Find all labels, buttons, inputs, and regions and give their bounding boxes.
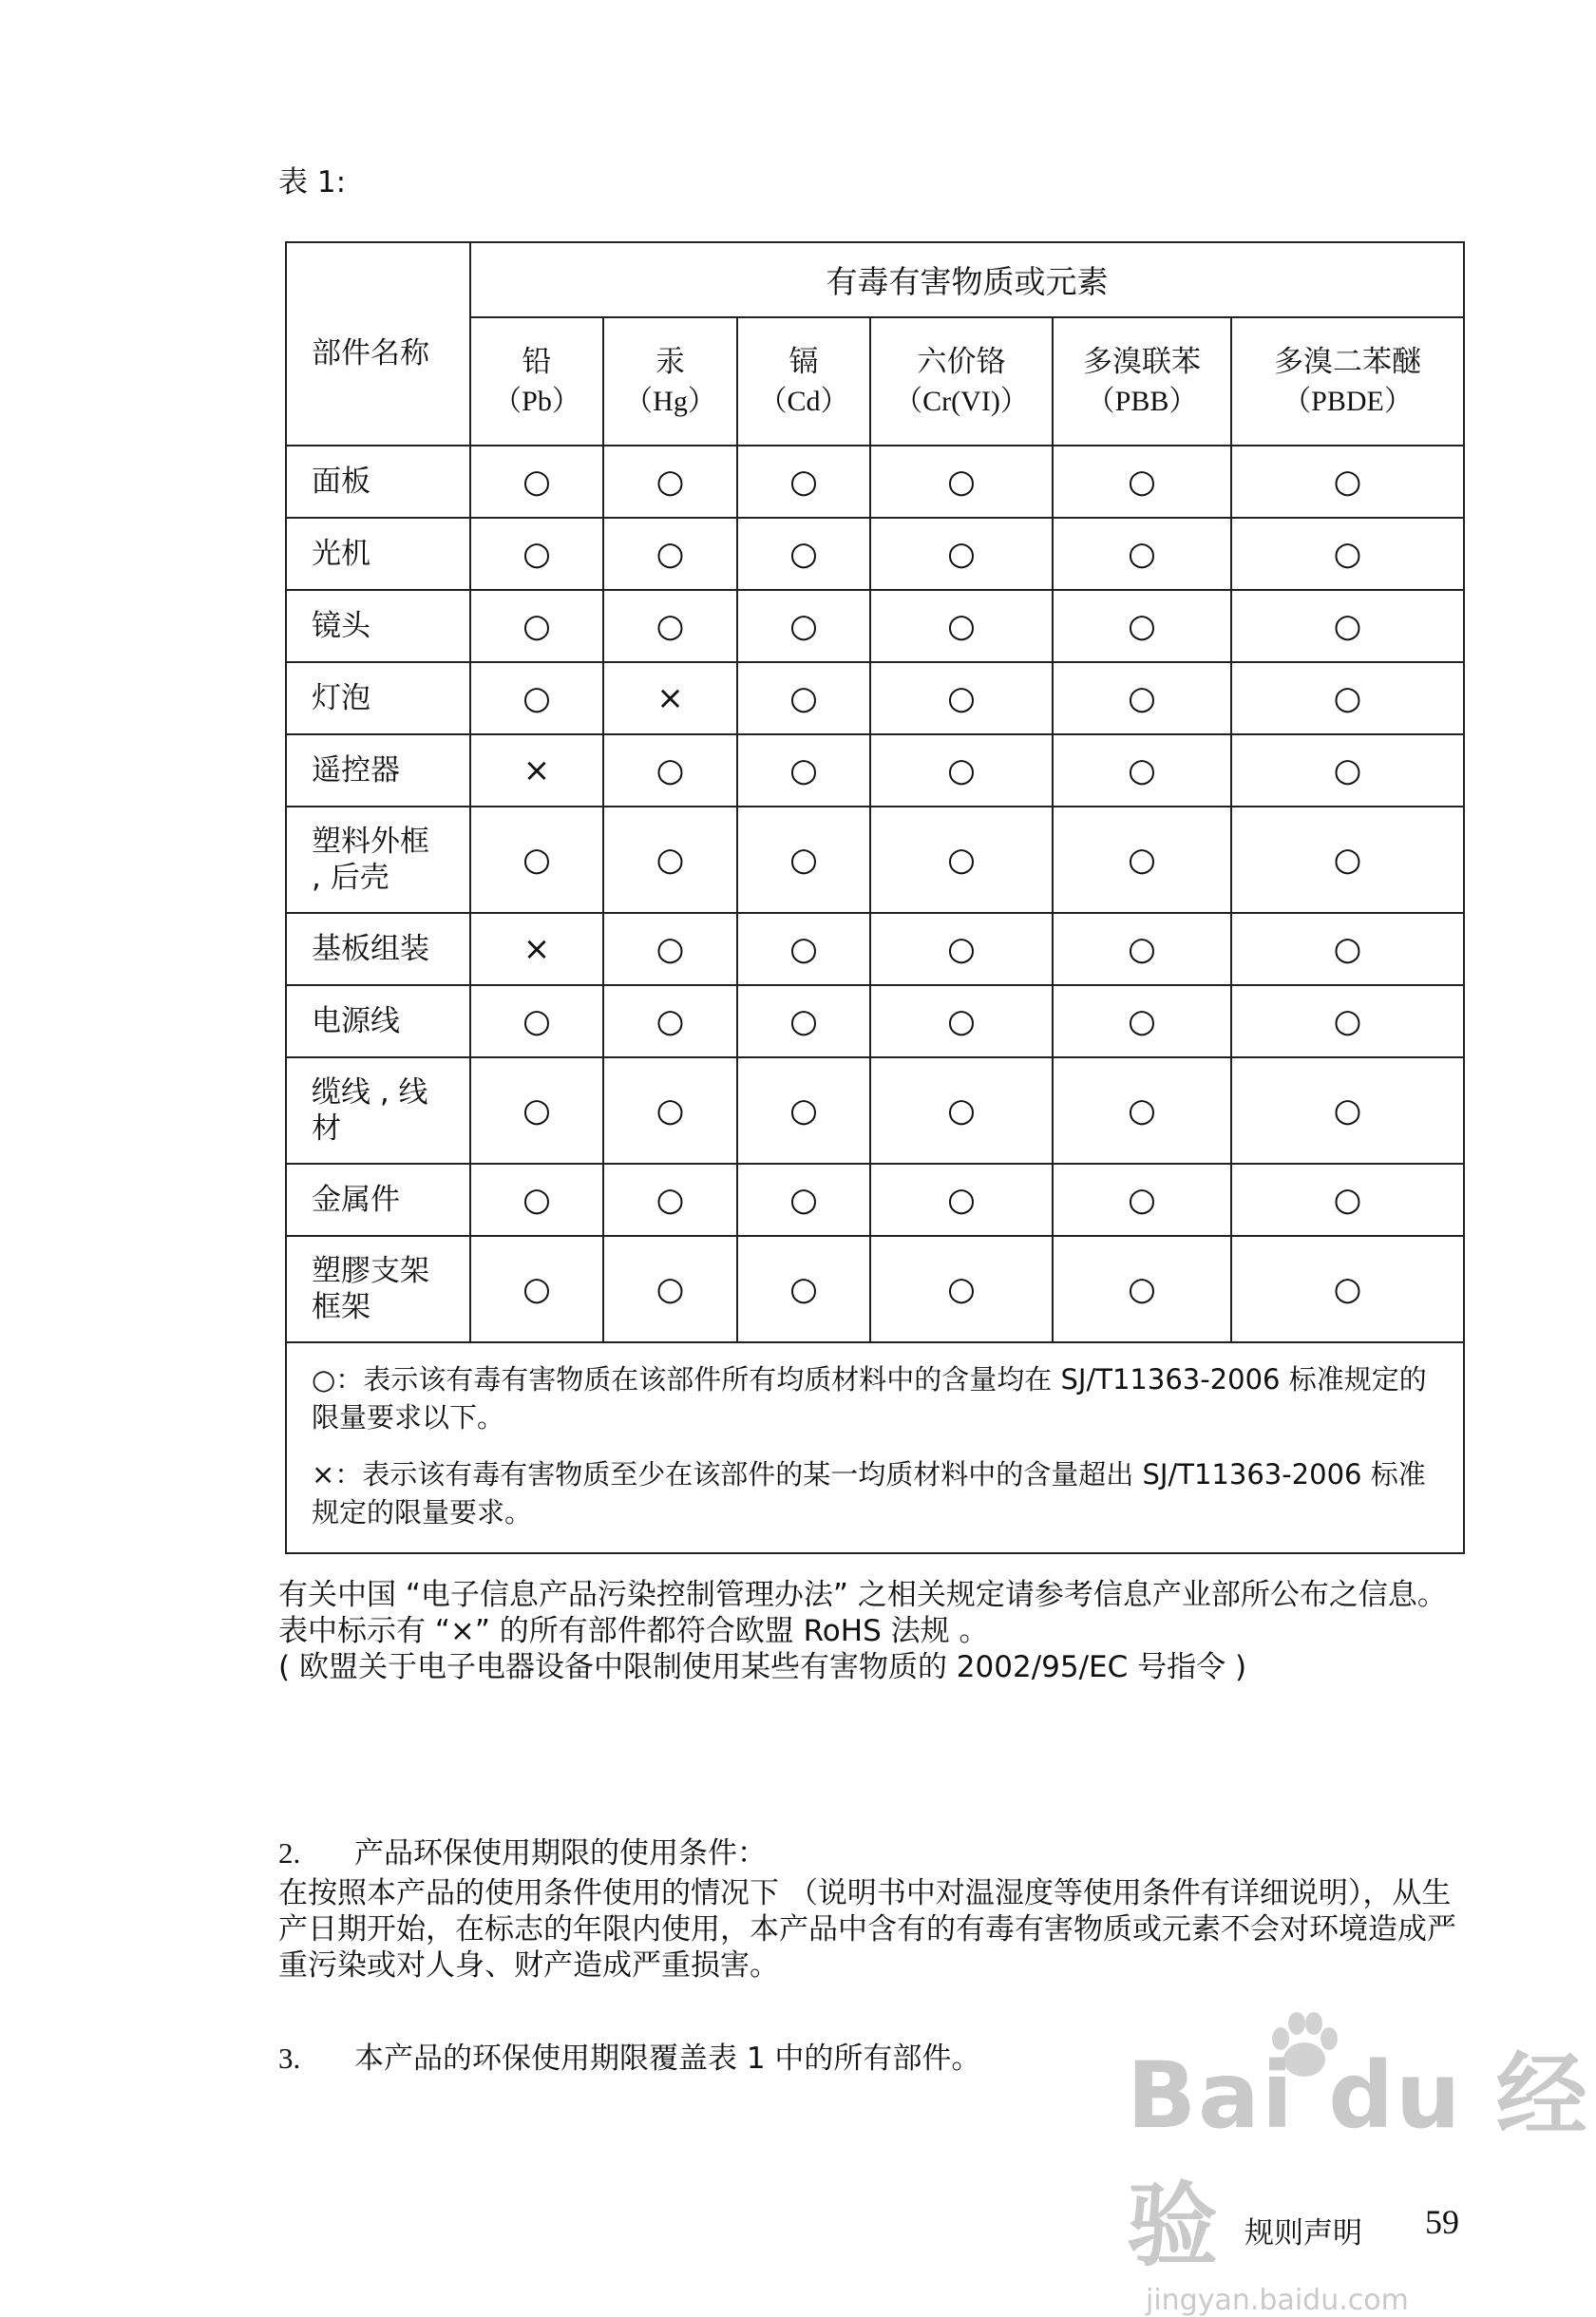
substance-mark-cell: ○ (737, 446, 870, 518)
substance-mark-cell: ○ (870, 1057, 1053, 1164)
substance-mark-cell: ○ (1231, 662, 1464, 734)
section-3-number: 3. (278, 2042, 301, 2075)
table-row (286, 734, 1464, 807)
substance-mark-cell: ○ (470, 662, 603, 734)
substance-mark-cell: ○ (1053, 734, 1231, 807)
section-2-body: 在按照本产品的使用条件使用的情况下 （说明书中对温湿度等使用条件有详细说明），从生产日期开始，在标志的年限内使用，本产品中含有的有毒有害物质或元素不会对环境造成严重污染或对人身、财产造成严重损害。 (278, 1876, 1456, 1983)
substance-mark-cell: × (470, 734, 603, 807)
regulation-paragraph (278, 1577, 1466, 1685)
substance-mark-cell: ○ (470, 518, 603, 590)
substance-mark-cell: ○ (1231, 590, 1464, 662)
part-name-cell: 光机 (286, 518, 470, 590)
substance-mark-cell: ○ (470, 1236, 603, 1342)
substance-mark-cell: ○ (603, 446, 737, 518)
table-row (286, 518, 1464, 590)
part-name-cell: 电源线 (286, 985, 470, 1057)
part-name-cell: 镜头 (286, 590, 470, 662)
table-row (286, 807, 1464, 913)
footer-label: 规则声明 (1244, 2216, 1362, 2251)
table-row (286, 1164, 1464, 1236)
substance-mark-cell: ○ (470, 807, 603, 913)
substance-mark-cell: × (470, 913, 603, 985)
substance-mark-cell: ○ (470, 1164, 603, 1236)
substance-mark-cell: ○ (1231, 734, 1464, 807)
table-row (286, 662, 1464, 734)
substance-mark-cell: × (603, 662, 737, 734)
substance-mark-cell: ○ (737, 662, 870, 734)
substance-mark-cell: ○ (1053, 1057, 1231, 1164)
substance-name: 多溴二苯醚 (1274, 344, 1422, 379)
substance-mark-cell: ○ (870, 807, 1053, 913)
substance-mark-cell: ○ (603, 807, 737, 913)
substance-mark-cell: ○ (1231, 985, 1464, 1057)
substance-header (603, 317, 737, 446)
part-name-cell: 面板 (286, 446, 470, 518)
substance-mark-cell: ○ (870, 913, 1053, 985)
note-circle: ○：表示该有毒有害物质在该部件所有均质材料中的含量均在 SJ/T11363-2006 标准规定的限量要求以下。 (312, 1363, 1427, 1434)
substance-mark-cell: ○ (1053, 807, 1231, 913)
substance-mark-cell: ○ (603, 1057, 737, 1164)
substance-formula: （Pb） (493, 385, 580, 417)
substance-mark-cell: ○ (1231, 1164, 1464, 1236)
substance-mark-cell: ○ (470, 446, 603, 518)
table-row (286, 446, 1464, 518)
substance-mark-cell: ○ (603, 734, 737, 807)
substance-mark-cell: ○ (1053, 913, 1231, 985)
page-number: 59 (1425, 2203, 1459, 2241)
substance-mark-cell: ○ (737, 1236, 870, 1342)
substance-mark-cell: ○ (870, 985, 1053, 1057)
substance-mark-cell: ○ (603, 913, 737, 985)
substance-mark-cell: ○ (603, 518, 737, 590)
regulation-line-2: 表中标示有 “×” 的所有部件都符合欧盟 RoHS 法规 。 (278, 1614, 989, 1648)
part-name-cell: 塑料外框 , 后壳 (286, 807, 470, 913)
part-name-cell: 基板组装 (286, 913, 470, 985)
substance-group-header: 有毒有害物质或元素 (470, 242, 1464, 317)
section-3-text: 本产品的环保使用期限覆盖表 1 中的所有部件。 (354, 2042, 981, 2076)
substance-formula: （Cr(VI)） (894, 385, 1029, 417)
part-name-cell: 金属件 (286, 1164, 470, 1236)
substance-mark-cell: ○ (1231, 1236, 1464, 1342)
section-2-number: 2. (278, 1836, 301, 1870)
substance-mark-cell: ○ (737, 590, 870, 662)
substance-mark-cell: ○ (870, 1164, 1053, 1236)
substance-mark-cell: ○ (1053, 1164, 1231, 1236)
part-name-cell: 塑膠支架框架 (286, 1236, 470, 1342)
rohs-substance-table (285, 241, 1465, 1554)
substance-mark-cell: ○ (470, 985, 603, 1057)
substance-mark-cell: ○ (737, 913, 870, 985)
table-row (286, 1236, 1464, 1342)
watermark-brand: Bai du 经验 (1127, 2042, 1589, 2279)
table-row (286, 985, 1464, 1057)
substance-mark-cell: ○ (870, 734, 1053, 807)
substance-header (1231, 317, 1464, 446)
part-name-cell: 缆线 , 线材 (286, 1057, 470, 1164)
substance-mark-cell: ○ (737, 985, 870, 1057)
substance-mark-cell: ○ (737, 518, 870, 590)
section-2-title: 产品环保使用期限的使用条件： (354, 1836, 767, 1871)
substance-mark-cell: ○ (1231, 807, 1464, 913)
substance-header (1053, 317, 1231, 446)
substance-mark-cell: ○ (1231, 913, 1464, 985)
table-caption: 表 1: (278, 165, 347, 199)
watermark (1127, 2023, 1596, 2317)
table-row (286, 1057, 1464, 1164)
table-body (286, 446, 1464, 1342)
substance-mark-cell: ○ (1231, 446, 1464, 518)
substance-mark-cell: ○ (1053, 518, 1231, 590)
substance-mark-cell: ○ (870, 446, 1053, 518)
substance-mark-cell: ○ (603, 985, 737, 1057)
substance-mark-cell: ○ (1053, 446, 1231, 518)
substance-mark-cell: ○ (603, 590, 737, 662)
substance-name: 铅 (522, 344, 552, 379)
substance-formula: （PBB） (1086, 385, 1198, 417)
substance-mark-cell: ○ (1231, 518, 1464, 590)
substance-mark-cell: ○ (1053, 985, 1231, 1057)
substance-mark-cell: ○ (737, 1164, 870, 1236)
substance-mark-cell: ○ (603, 1236, 737, 1342)
part-name-header: 部件名称 (286, 242, 470, 446)
substance-mark-cell: ○ (1053, 1236, 1231, 1342)
part-name-cell: 灯泡 (286, 662, 470, 734)
substance-mark-cell: ○ (870, 518, 1053, 590)
substance-mark-cell: ○ (1231, 1057, 1464, 1164)
table-notes-row (286, 1342, 1464, 1553)
watermark-domain: jingyan.baidu.com (1146, 2284, 1409, 2317)
substance-header (470, 317, 603, 446)
substance-mark-cell: ○ (603, 1164, 737, 1236)
section-2 (278, 1835, 1466, 1984)
substance-header (870, 317, 1053, 446)
substance-formula: （Cd） (758, 385, 849, 417)
substance-name: 镉 (788, 344, 819, 379)
substance-mark-cell: ○ (1053, 662, 1231, 734)
substance-formula: （PBDE） (1282, 385, 1413, 417)
substance-mark-cell: ○ (737, 1057, 870, 1164)
table-row (286, 913, 1464, 985)
substance-mark-cell: ○ (470, 590, 603, 662)
substance-formula: （Hg） (624, 385, 716, 417)
regulation-line-1: 有关中国 “电子信息产品污染控制管理办法” 之相关规定请参考信息产业部所公布之信息。 (278, 1578, 1447, 1612)
substance-name: 多溴联苯 (1083, 344, 1201, 379)
substance-name: 六价铬 (917, 344, 1006, 379)
substance-mark-cell: ○ (870, 1236, 1053, 1342)
substance-mark-cell: ○ (870, 662, 1053, 734)
substance-name: 汞 (656, 344, 685, 379)
part-name-cell: 遥控器 (286, 734, 470, 807)
substance-mark-cell: ○ (1053, 590, 1231, 662)
table-header-row (286, 242, 1464, 317)
regulation-line-3: ( 欧盟关于电子电器设备中限制使用某些有害物质的 2002/95/EC 号指令 ) (278, 1650, 1247, 1684)
table-row (286, 590, 1464, 662)
note-cross: ×：表示该有毒有害物质至少在该部件的某一均质材料中的含量超出 SJ/T11363-2006 标准规定的限量要求。 (312, 1458, 1426, 1529)
substance-mark-cell: ○ (470, 1057, 603, 1164)
substance-mark-cell: ○ (737, 734, 870, 807)
table-notes (286, 1342, 1464, 1553)
substance-header (737, 317, 870, 446)
substance-mark-cell: ○ (737, 807, 870, 913)
substance-mark-cell: ○ (870, 590, 1053, 662)
section-2-heading (278, 1835, 1466, 1871)
